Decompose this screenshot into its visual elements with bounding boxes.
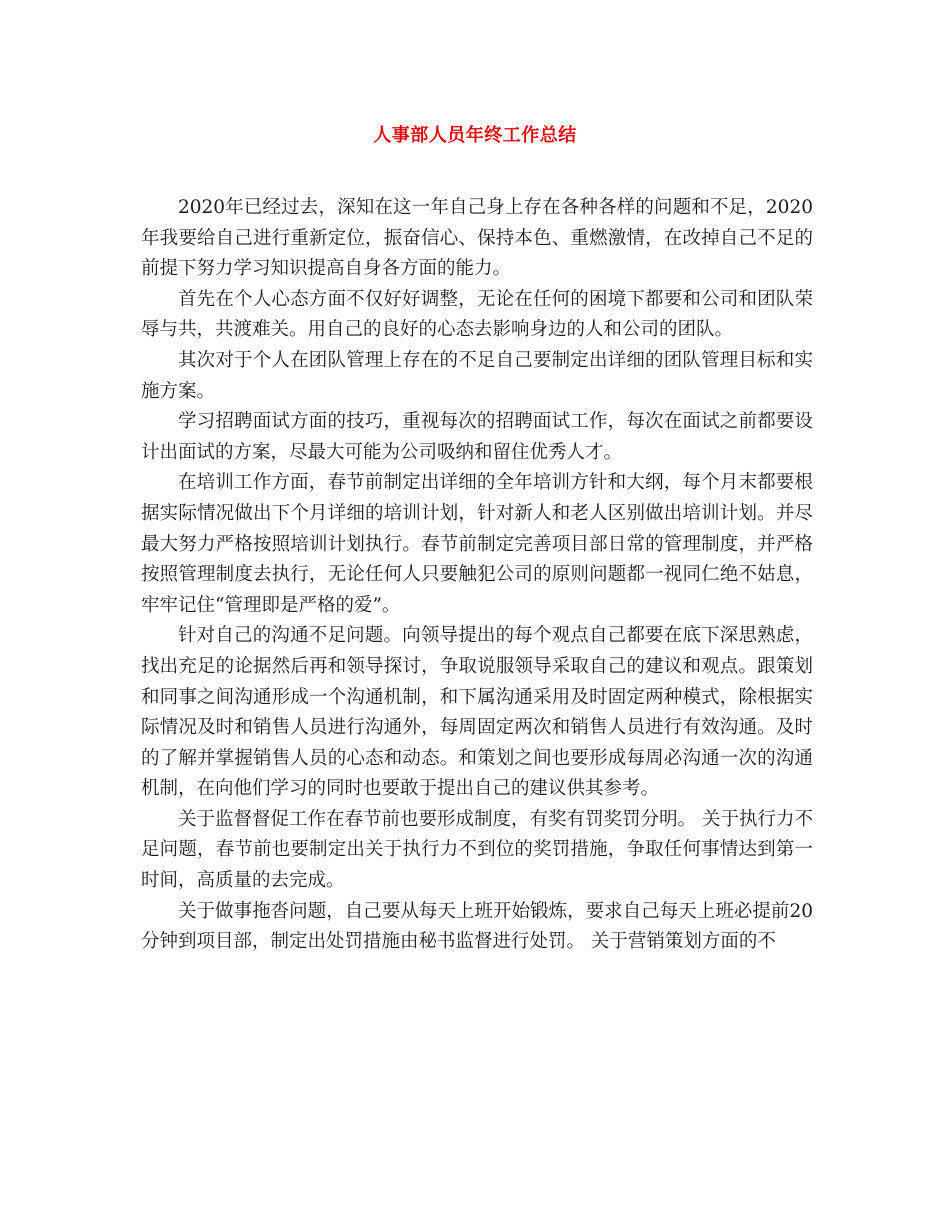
paragraph: 学习招聘面试方面的技巧，重视每次的招聘面试工作，每次在面试之前都要设计出面试的方案，尽最大可能为公司吸纳和留住优秀人才。 (141, 411, 813, 463)
paragraph: 在培训工作方面，春节前制定出详细的全年培训方针和大纲，每个月末都要根据实际情况做出下个月详细的培训计划，针对新人和老人区别做出培训计划。并尽最大努力严格按照培训计划执行。春节前制定完善项目部日常的管理制度，并严格按照管理制度去执行，无论任何人只要触犯公司的原则问题都一视同仁绝不姑息，牢牢记住“管理即是严格的爱”。 (141, 472, 813, 616)
paragraph: 关于做事拖沓问题，自己要从每天上班开始锻炼，要求自己每天上班必提前20分钟到项目部，制定出处罚措施由秘书监督进行处罚。 关于营销策划方面的不 (141, 900, 813, 953)
document-title: 人事部人员年终工作总结 (373, 125, 577, 146)
paragraph: 针对自己的沟通不足问题。向领导提出的每个观点自己都要在底下深思熟虑，找出充足的论据然后再和领导探讨，争取说服领导采取自己的建议和观点。跟策划和同事之间沟通形成一个沟通机制，和下属沟通采用及时固定两种模式，除根据实际情况及时和销售人员进行沟通外，每周固定两次和销售人员进行有效沟通。及时的了解并掌握销售人员的心态和动态。和策划之间也要形成每周必沟通一次的沟通机制，在向他们学习的同时也要敢于提出自己的建议供其参考。 (141, 625, 813, 800)
document-body (141, 193, 813, 958)
paragraph: 首先在个人心态方面不仅好好调整，无论在任何的困境下都要和公司和团队荣辱与共，共渡难关。用自己的良好的心态去影响身边的人和公司的团队。 (141, 288, 813, 341)
paragraph: 2020年已经过去，深知在这一年自己身上存在各种各样的问题和不足，2020年我要给自己进行重新定位，振奋信心、保持本色、重燃激情，在改掉自己不足的前提下努力学习知识提高自身各方面的能力。 (141, 197, 813, 280)
paragraph: 其次对于个人在团队管理上存在的不足自己要制定出详细的团队管理目标和实施方案。 (141, 349, 813, 402)
paragraph: 关于监督督促工作在春节前也要形成制度，有奖有罚奖罚分明。 关于执行力不足问题，春节前也要制定出关于执行力不到位的奖罚措施，争取任何事情达到第一时间，高质量的去完成。 (141, 808, 813, 892)
